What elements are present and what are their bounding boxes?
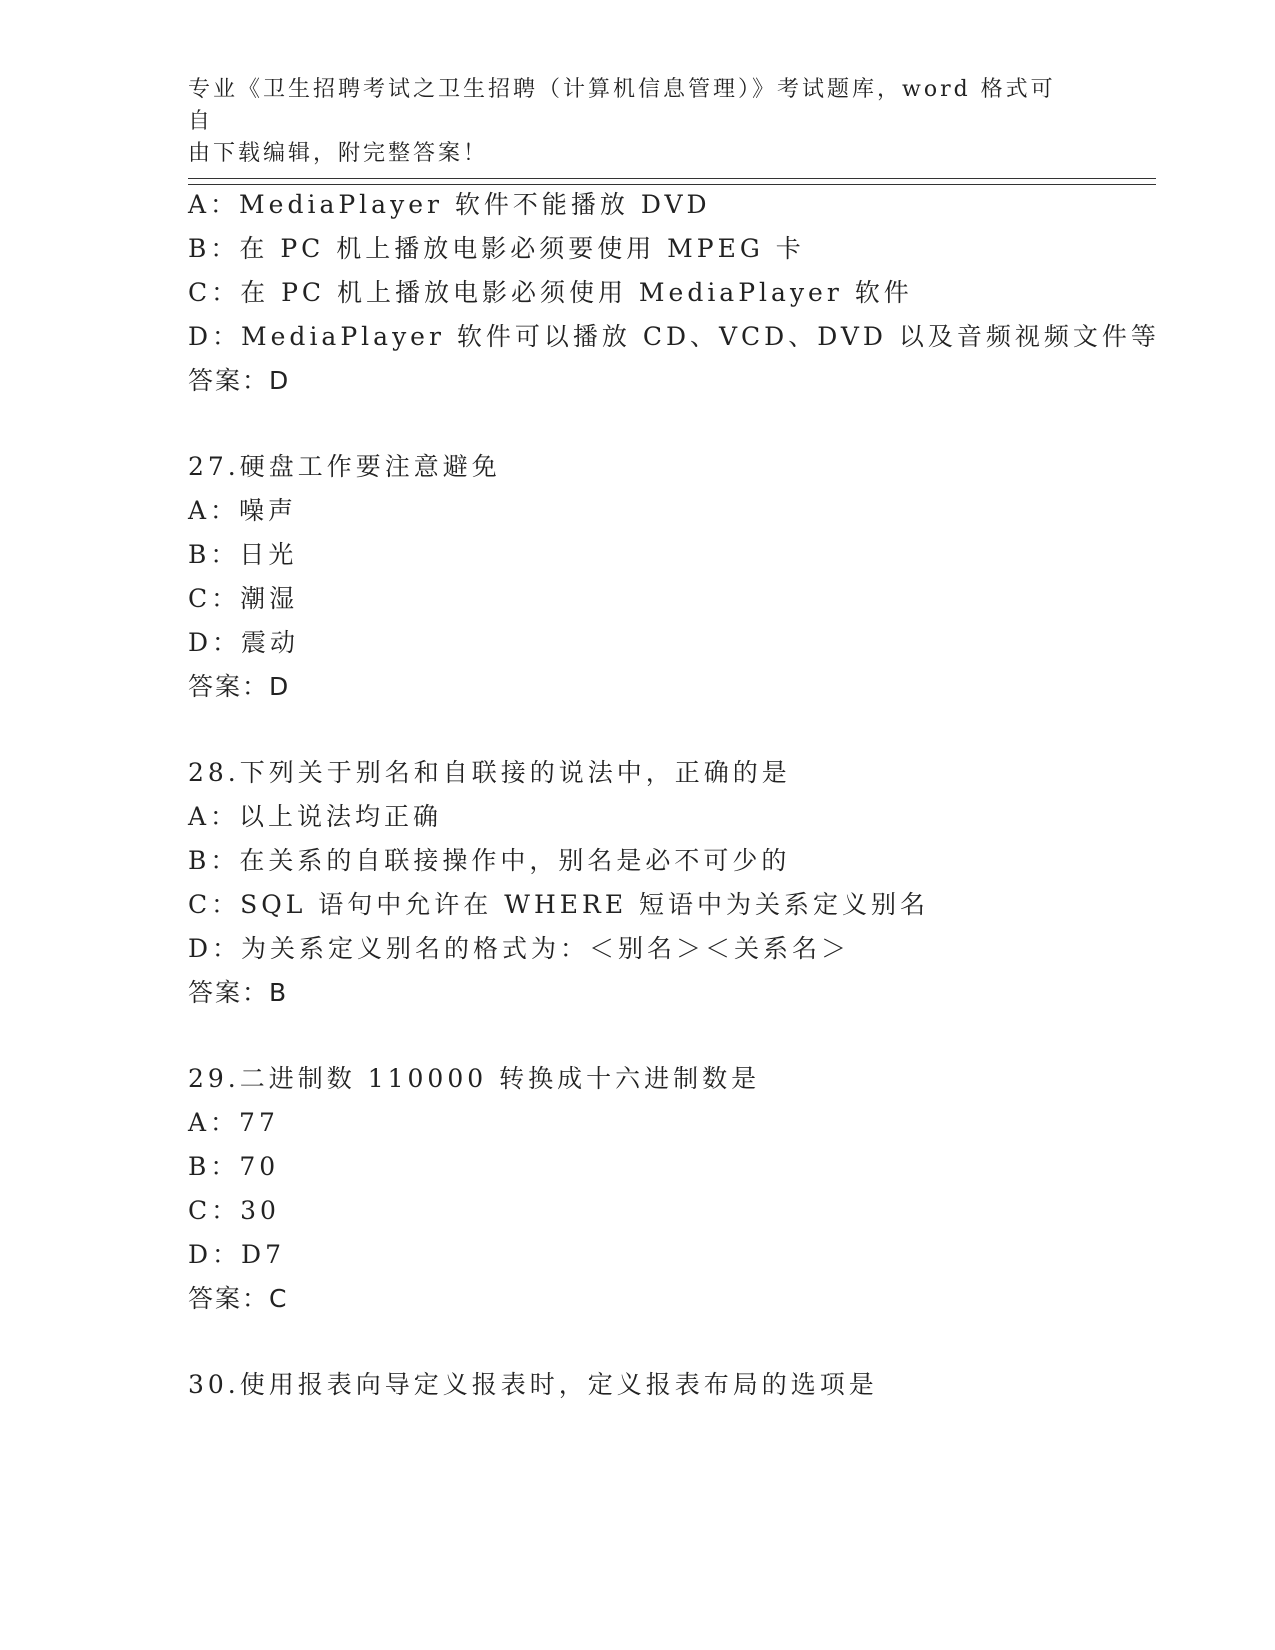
header-rule-top [188, 178, 1156, 179]
option-c: C：30 [188, 1196, 280, 1225]
answer: 答案：B [188, 978, 289, 1007]
document-header [188, 74, 1068, 170]
question-28: 28.下列关于别名和自联接的说法中，正确的是 [188, 758, 791, 787]
option-a: A：以上说法均正确 [188, 802, 443, 831]
option-d: D：震动 [188, 628, 300, 657]
option-a: A：MediaPlayer 软件不能播放 DVD [188, 190, 711, 219]
option-c: C：潮湿 [188, 584, 299, 613]
option-d: D：D7 [188, 1240, 285, 1269]
question-29: 29.二进制数 110000 转换成十六进制数是 [188, 1064, 761, 1093]
option-d: D：为关系定义别名的格式为：＜别名＞＜关系名＞ [188, 934, 851, 963]
option-c: C：SQL 语句中允许在 WHERE 短语中为关系定义别名 [188, 890, 930, 919]
option-b: B：日光 [188, 540, 298, 569]
header-line-1: 专业《卫生招聘考试之卫生招聘（计算机信息管理）》考试题库，word 格式可自 [188, 77, 1056, 134]
answer: 答案：D [188, 366, 291, 395]
option-a: A：噪声 [188, 496, 298, 525]
option-a: A：77 [188, 1108, 279, 1137]
answer: 答案：D [188, 672, 291, 701]
header-line-2: 由下载编辑，附完整答案！ [188, 141, 489, 166]
option-b: B：在 PC 机上播放电影必须要使用 MPEG 卡 [188, 234, 805, 263]
header-rule-bottom [188, 184, 1156, 185]
option-b: B：70 [188, 1152, 280, 1181]
answer: 答案：C [188, 1284, 289, 1313]
question-27: 27.硬盘工作要注意避免 [188, 452, 501, 481]
option-b: B：在关系的自联接操作中，别名是必不可少的 [188, 846, 791, 875]
question-30: 30.使用报表向导定义报表时，定义报表布局的选项是 [188, 1370, 878, 1399]
option-d: D：MediaPlayer 软件可以播放 CD、VCD、DVD 以及音频视频文件等 [188, 322, 1160, 351]
option-c: C：在 PC 机上播放电影必须使用 MediaPlayer 软件 [188, 278, 913, 307]
